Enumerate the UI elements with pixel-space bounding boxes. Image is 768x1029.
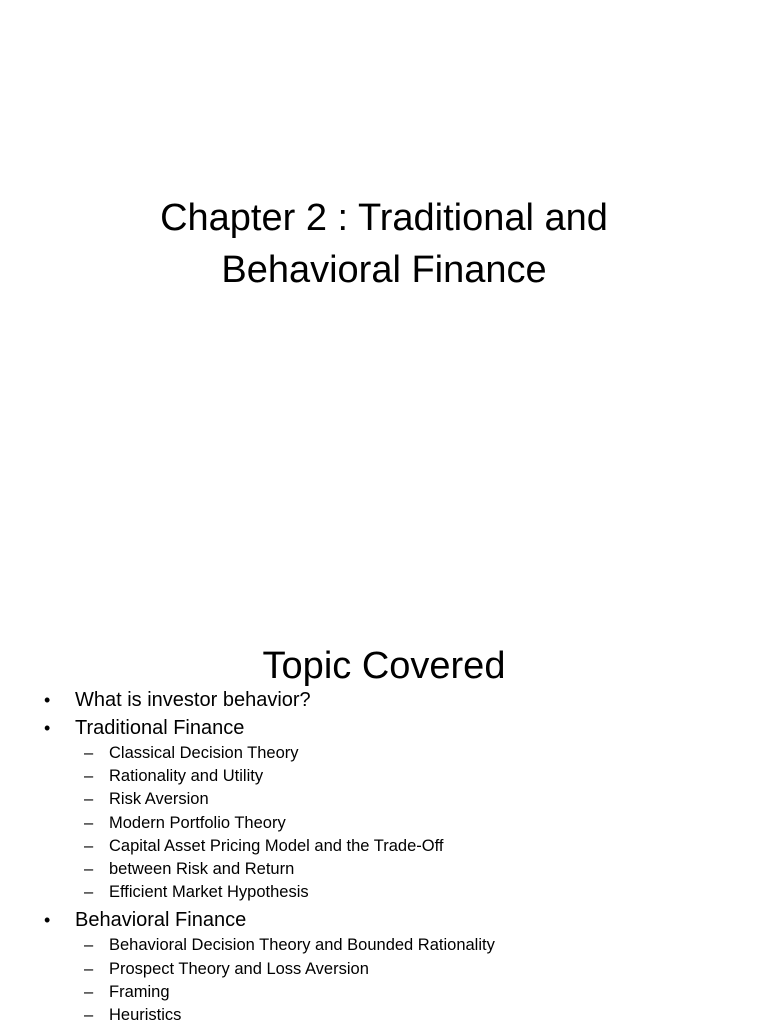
dash-icon: – <box>84 883 94 902</box>
dash-icon: – <box>84 790 94 809</box>
subtopic-label: Modern Portfolio Theory <box>109 813 286 832</box>
subtopic-label: Prospect Theory and Loss Aversion <box>109 959 369 978</box>
subtopic-label: Framing <box>109 982 170 1001</box>
dash-icon: – <box>84 1006 94 1025</box>
chapter-title <box>0 192 768 296</box>
subtopic-label: between Risk and Return <box>109 860 295 879</box>
bullet-icon: • <box>44 718 51 738</box>
subtopic-item <box>75 812 744 835</box>
dash-icon: – <box>84 860 94 879</box>
subtopic-item <box>75 858 744 881</box>
subtopic-label: Rationality and Utility <box>109 767 264 786</box>
subtopic-label: Heuristics <box>109 1006 182 1025</box>
topic-label: What is investor behavior? <box>75 689 311 711</box>
dash-icon: – <box>84 836 94 855</box>
subtopic-label: Behavioral Decision Theory and Bounded Rationality <box>109 936 495 955</box>
subtopic-item <box>75 958 744 981</box>
subtopic-label: Classical Decision Theory <box>109 744 299 762</box>
subtopic-item <box>75 765 744 788</box>
subtopic-label: Capital Asset Pricing Model and the Trade-Off <box>109 836 444 855</box>
dash-icon: – <box>84 982 94 1001</box>
subtopic-item <box>75 742 744 765</box>
topic-item <box>44 906 744 1027</box>
dash-icon: – <box>84 813 94 832</box>
subtopic-item <box>75 934 744 957</box>
subtopic-item <box>75 881 744 904</box>
dash-icon: – <box>84 744 94 762</box>
chapter-title-line-2: Behavioral Finance <box>221 249 547 292</box>
subtopic-list <box>75 934 744 1027</box>
topics-title: Topic Covered <box>262 644 506 687</box>
topic-label: Traditional Finance <box>75 717 245 739</box>
subtopic-label: Risk Aversion <box>109 790 209 809</box>
title-slide <box>0 0 768 512</box>
subtopic-item <box>75 788 744 811</box>
dash-icon: – <box>84 959 94 978</box>
bullet-icon: • <box>44 690 51 710</box>
topic-label: Behavioral Finance <box>75 909 247 932</box>
dash-icon: – <box>84 767 94 786</box>
topics-list <box>44 686 744 1029</box>
subtopic-label: Efficient Market Hypothesis <box>109 883 309 902</box>
topic-item <box>44 714 744 904</box>
topic-item <box>44 686 744 714</box>
chapter-title-line-1: Chapter 2 : Traditional and <box>160 197 608 240</box>
topics-slide <box>0 512 768 1024</box>
subtopic-list <box>75 742 744 904</box>
bullet-icon: • <box>44 910 51 931</box>
subtopic-item <box>75 981 744 1004</box>
dash-icon: – <box>84 936 94 955</box>
subtopic-item <box>75 835 744 858</box>
